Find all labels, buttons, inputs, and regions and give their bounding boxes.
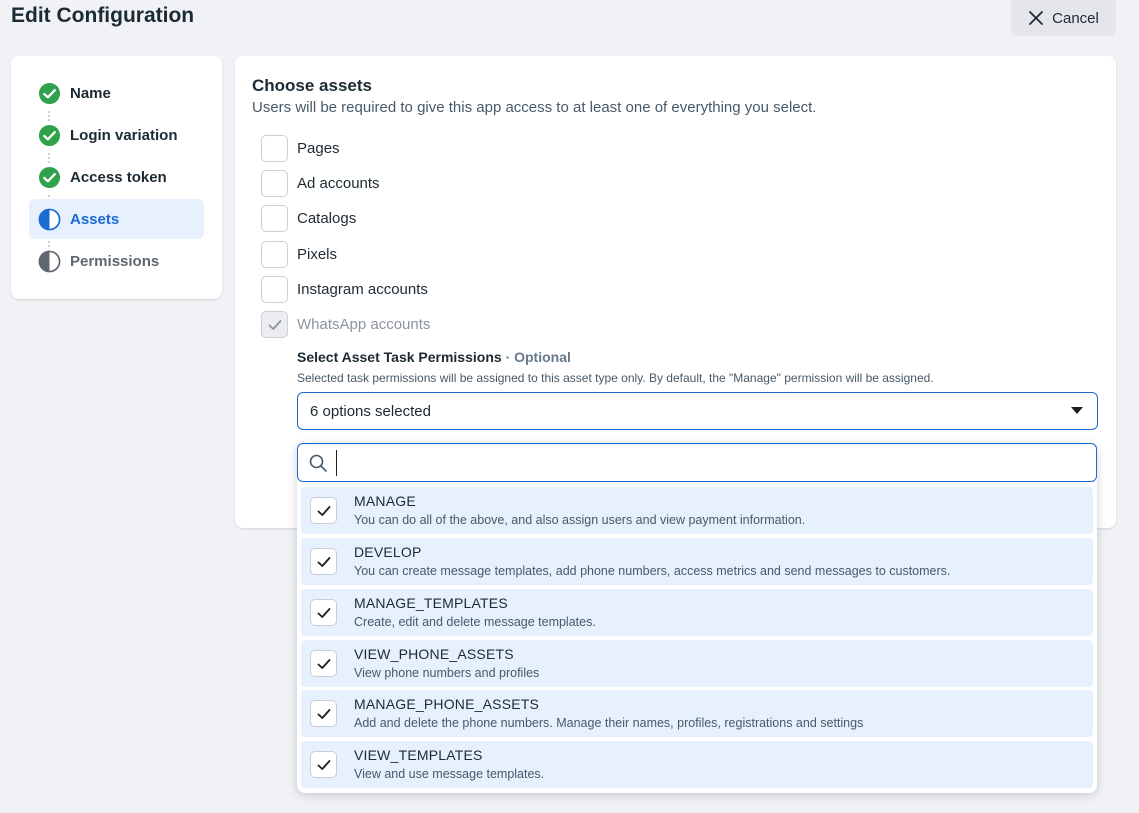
option-description: View phone numbers and profiles [354,666,540,680]
asset-option-pages[interactable] [261,135,340,162]
check-circle-icon [38,166,61,189]
asset-option-catalogs[interactable] [261,205,356,232]
option-title: MANAGE_PHONE_ASSETS [354,696,540,712]
half-circle-icon [38,208,61,231]
cancel-label: Cancel [1052,9,1099,27]
option-title: VIEW_PHONE_ASSETS [354,646,514,662]
checkbox[interactable] [261,135,288,162]
checkbox-checked[interactable] [310,548,337,575]
task-permissions-help: Selected task permissions will be assigned to this asset type only. By default, the "Manage" permission will be assigned. [297,371,934,385]
checkbox-checked[interactable] [310,497,337,524]
check-icon [316,706,332,722]
asset-label: Instagram accounts [297,281,428,298]
option-description: View and use message templates. [354,767,545,781]
option-manage[interactable] [301,487,1093,534]
step-label: Login variation [70,126,178,144]
checkbox-checked[interactable] [310,650,337,677]
check-icon [267,317,283,333]
check-icon [316,503,332,519]
cancel-button[interactable] [1011,0,1116,36]
caret-down-icon [1071,407,1083,414]
step-label: Name [70,84,111,102]
check-icon [316,656,332,672]
optional-tag: · Optional [505,349,571,365]
check-icon [316,757,332,773]
step-assets[interactable] [29,199,204,239]
option-description: You can do all of the above, and also assign users and view payment information. [354,513,806,527]
task-permissions-select[interactable] [297,392,1098,430]
half-circle-icon [38,250,61,273]
option-title: VIEW_TEMPLATES [354,747,483,763]
step-label: Permissions [70,252,160,270]
asset-label: WhatsApp accounts [297,316,431,333]
check-circle-icon [38,82,61,105]
step-name[interactable] [29,73,204,113]
asset-label: Ad accounts [297,175,380,192]
option-manage-templates[interactable] [301,589,1093,636]
check-circle-icon [38,124,61,147]
search-icon [308,453,328,473]
asset-option-pixels[interactable] [261,241,337,268]
option-view-templates[interactable] [301,741,1093,788]
search-input[interactable] [336,450,1036,476]
checkbox-checked[interactable] [310,599,337,626]
asset-option-whatsapp-accounts[interactable] [261,311,430,338]
option-description: Add and delete the phone numbers. Manage their names, profiles, registrations and settings [354,716,864,730]
option-develop[interactable] [301,538,1093,585]
checkbox[interactable] [261,205,288,232]
option-description: Create, edit and delete message templates. [354,615,596,629]
asset-label: Catalogs [297,210,357,227]
checkbox-checked[interactable] [310,700,337,727]
step-label: Assets [70,210,120,228]
option-title: DEVELOP [354,544,422,560]
task-permissions-label [297,349,571,365]
option-view-phone-assets[interactable] [301,640,1093,687]
section-subtitle: Users will be required to give this app access to at least one of everything you select. [252,99,817,116]
step-permissions[interactable] [29,241,204,281]
close-icon [1028,10,1044,26]
checkbox-checked[interactable] [310,751,337,778]
page-title: Edit Configuration [11,4,195,27]
task-permissions-dropdown [297,443,1097,793]
checkbox-checked[interactable] [261,311,288,338]
checkbox[interactable] [261,276,288,303]
option-manage-phone-assets[interactable] [301,690,1093,737]
option-title: MANAGE [354,493,416,509]
steps-sidebar [11,56,222,299]
section-title: Choose assets [252,76,372,95]
asset-label: Pixels [297,246,338,263]
select-value: 6 options selected [310,402,431,420]
step-label: Access token [70,168,167,186]
asset-option-instagram-accounts[interactable] [261,276,428,303]
dropdown-search[interactable] [297,443,1097,482]
task-permissions-title: Select Asset Task Permissions [297,349,502,365]
option-description: You can create message templates, add phone numbers, access metrics and send messages to customers. [354,564,951,578]
check-icon [316,605,332,621]
step-access-token[interactable] [29,157,204,197]
asset-label: Pages [297,140,340,157]
option-title: MANAGE_TEMPLATES [354,595,508,611]
step-login-variation[interactable] [29,115,204,155]
check-icon [316,554,332,570]
checkbox[interactable] [261,170,288,197]
checkbox[interactable] [261,241,288,268]
asset-option-ad-accounts[interactable] [261,170,380,197]
